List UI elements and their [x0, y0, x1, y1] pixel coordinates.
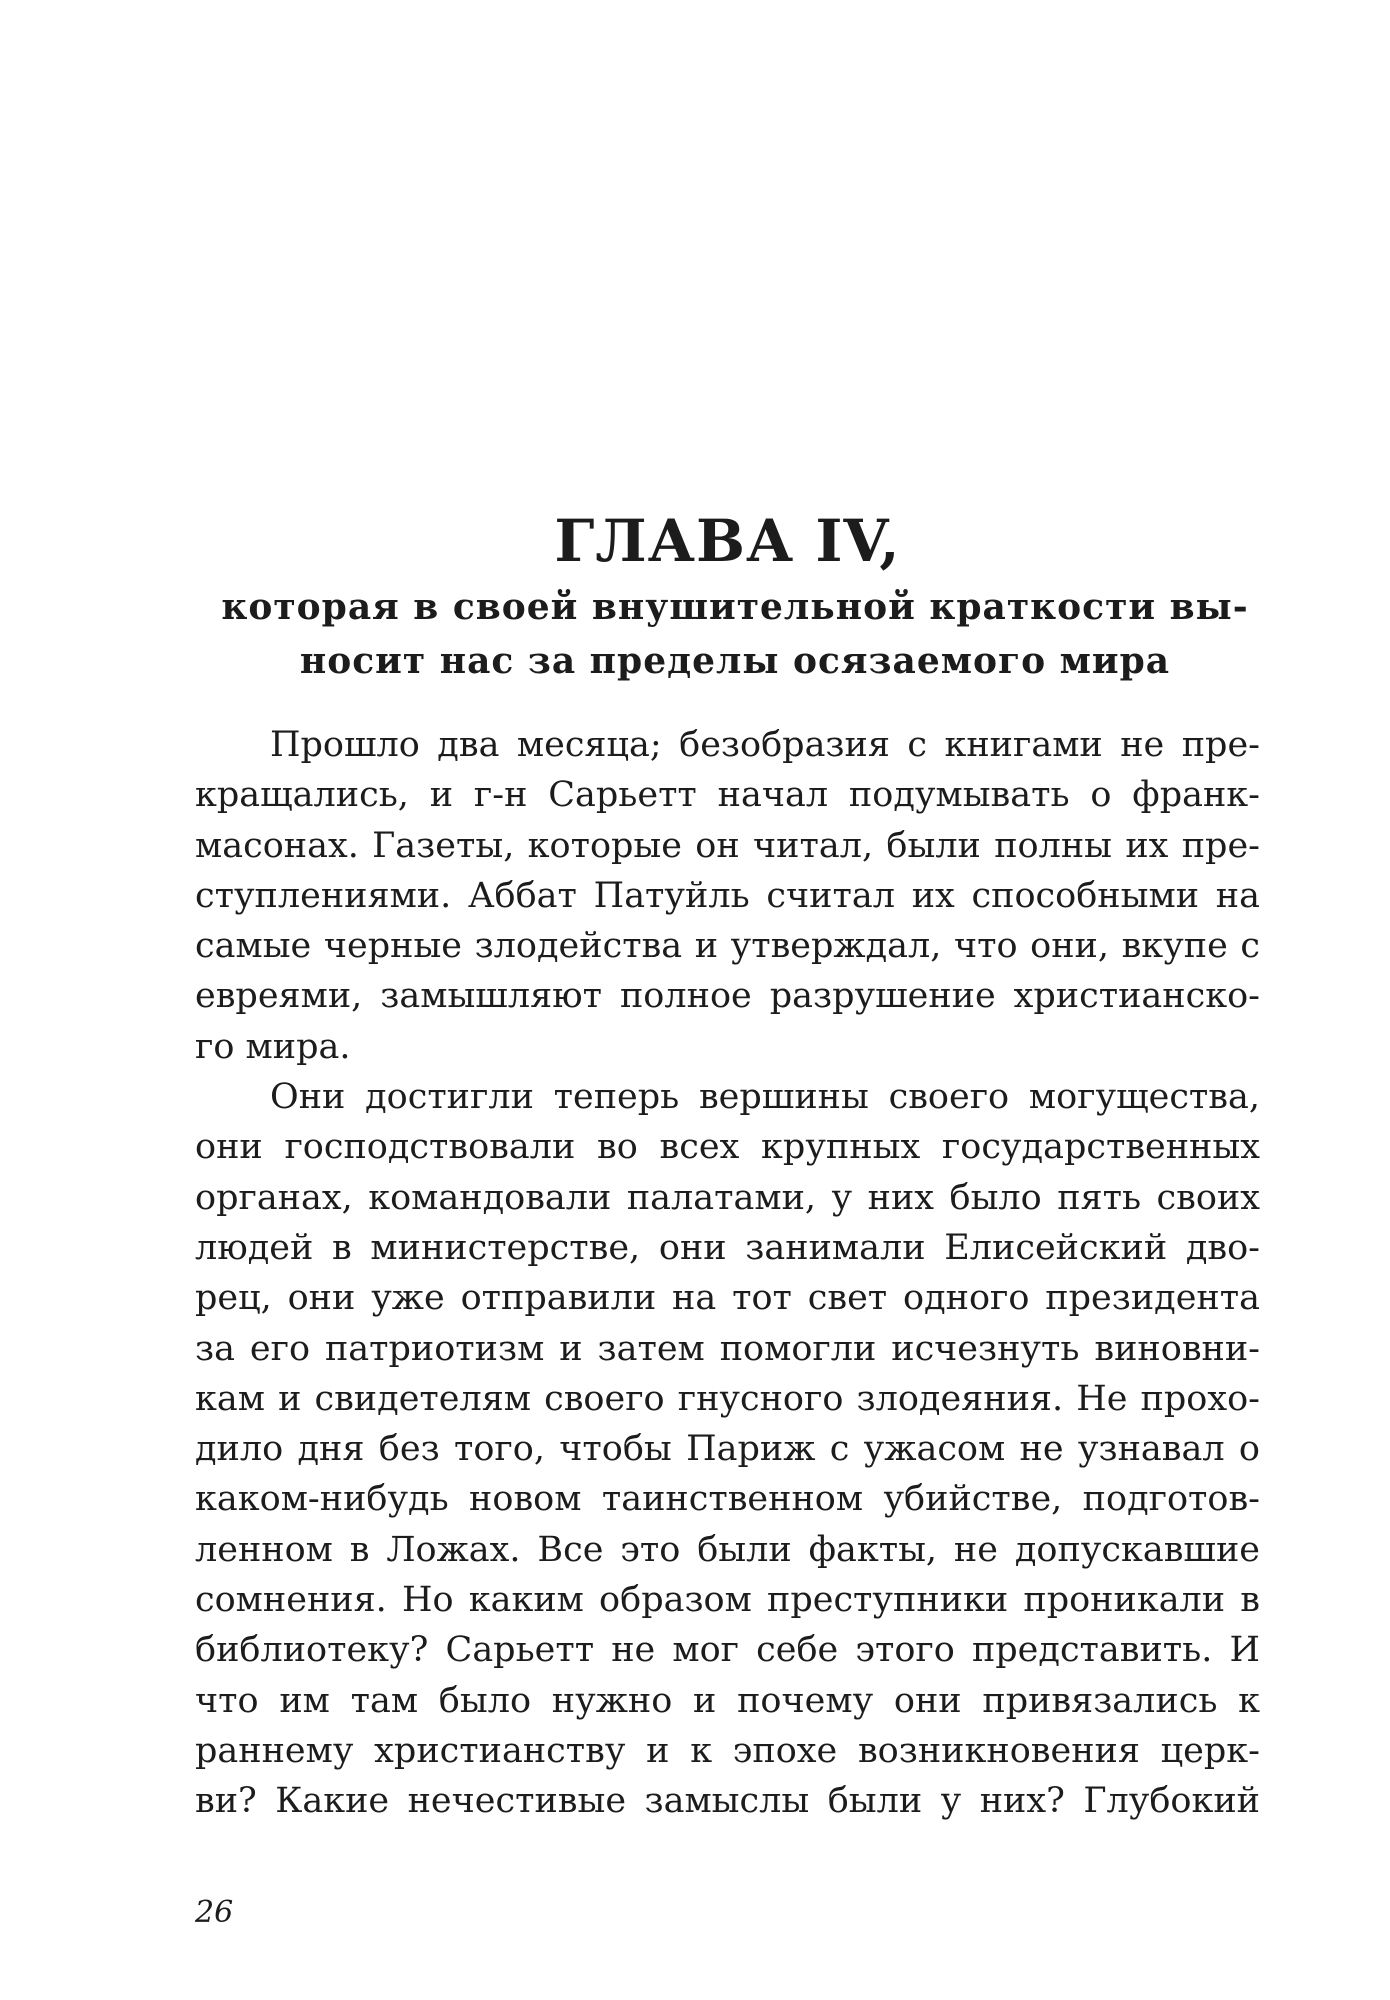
chapter-subtitle-line: которая в своей внушительной краткости вы- — [221, 586, 1249, 628]
text-line: Прошло два месяца; безобразия с книгами не пре- — [270, 725, 1260, 765]
text-line: они господствовали во всех крупных государственных — [195, 1127, 1260, 1168]
text-line: дило дня без того, чтобы Париж с ужасом не узнавал о — [195, 1429, 1260, 1470]
text-line: евреями, замышляют полное разрушение христианско- — [195, 976, 1260, 1017]
text-line: библиотеку? Сарьетт не мог себе этого представить. И — [195, 1630, 1260, 1671]
paragraph — [195, 720, 1260, 1072]
text-line: кращались, и г-н Сарьетт начал подумывать о франк- — [195, 775, 1260, 816]
text-line: сомнения. Но каким образом преступники проникали в — [195, 1580, 1260, 1621]
text-line: за его патриотизм и затем помогли исчезнуть виновни- — [195, 1328, 1260, 1369]
text-line: Они достигли теперь вершины своего могущества, — [270, 1077, 1260, 1118]
text-line: рец, они уже отправили на тот свет одного президента — [195, 1278, 1260, 1319]
text-line: ви? Какие нечестивые замыслы были у них? Глубокий — [195, 1781, 1260, 1822]
text-line: каком-нибудь новом таинственном убийстве, подготов- — [195, 1479, 1260, 1520]
chapter-subtitle-line: носит нас за пределы осязаемого мира — [299, 640, 1171, 682]
body-text — [195, 720, 1260, 1827]
text-line: го мира. — [195, 1026, 351, 1067]
text-line: масонах. Газеты, которые он читал, были полны их пре- — [195, 825, 1260, 866]
text-line: кам и свидетелям своего гнусного злодеяния. Не прохо- — [195, 1378, 1260, 1419]
text-line: органах, командовали палатами, у них было пять своих — [195, 1177, 1260, 1218]
page-number: 26 — [195, 1895, 234, 1930]
text-line: самые черные злодейства и утверждал, что они, вкупе с — [195, 926, 1260, 967]
text-line: раннему христианству и к эпохе возникновения церк- — [195, 1730, 1260, 1771]
chapter-subtitle — [205, 580, 1265, 688]
text-line: людей в министерстве, они занимали Елисейский дво- — [195, 1227, 1260, 1268]
text-line: ступлениями. Аббат Патуйль считал их способными на — [195, 875, 1260, 916]
text-line: ленном в Ложах. Все это были факты, не допускавшие — [195, 1529, 1260, 1570]
text-line: что им там было нужно и почему они привязались к — [195, 1680, 1260, 1721]
chapter-title: ГЛАВА IV, — [554, 507, 901, 575]
paragraph — [195, 1072, 1260, 1826]
